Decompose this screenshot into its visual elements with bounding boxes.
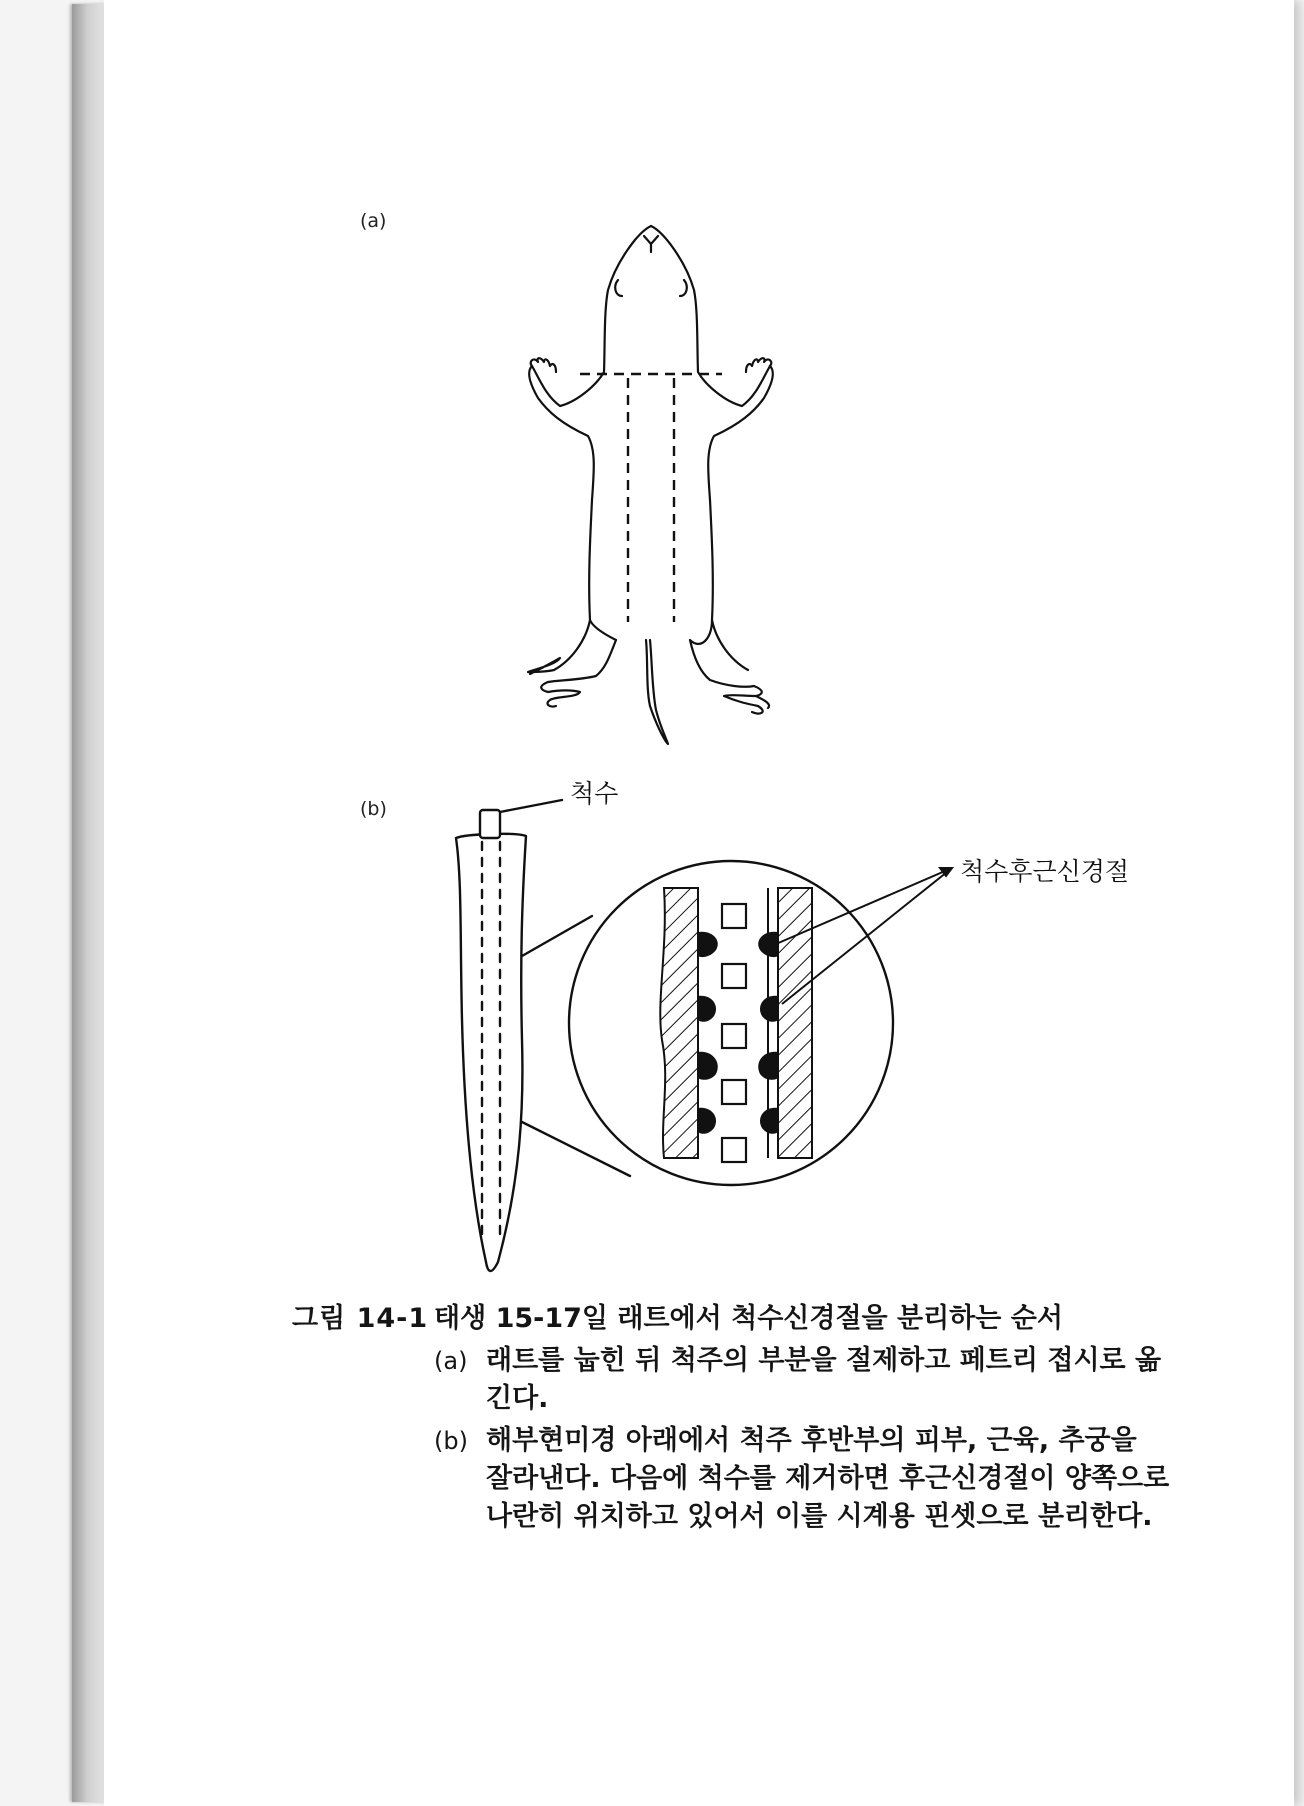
- panel-b-label: (b): [360, 798, 387, 820]
- spinal-cord-annotation: 척수: [570, 779, 619, 808]
- caption-item-b-tag: (b): [434, 1427, 468, 1455]
- caption-item-b: [434, 1422, 1212, 1536]
- caption-item-b-line: 나란히 위치하고 있어서 이를 시계용 핀셋으로 분리한다.: [486, 1501, 1153, 1532]
- figure-caption: [292, 1300, 1212, 1536]
- caption-item-b-line: 잘라낸다. 다음에 척수를 제거하면 후근신경절이 양쪽으로: [486, 1463, 1170, 1494]
- caption-item-a-tag: (a): [434, 1347, 468, 1375]
- caption-title: 태생 15-17일 래트에서 척수신경절을 분리하는 순서: [434, 1303, 1063, 1334]
- panel-a-label: (a): [360, 210, 387, 232]
- caption-item-a: [434, 1342, 1212, 1418]
- drg-annotation: 척수후근신경절: [960, 857, 1130, 886]
- caption-number: 그림 14-1: [292, 1303, 429, 1334]
- caption-item-a-line: 긴다.: [486, 1383, 549, 1414]
- caption-item-b-line: 해부현미경 아래에서 척주 후반부의 피부, 근육, 추궁을: [486, 1425, 1137, 1456]
- caption-item-a-line: 래트를 눕힌 뒤 척주의 부분을 절제하고 페트리 접시로 옮: [486, 1345, 1162, 1376]
